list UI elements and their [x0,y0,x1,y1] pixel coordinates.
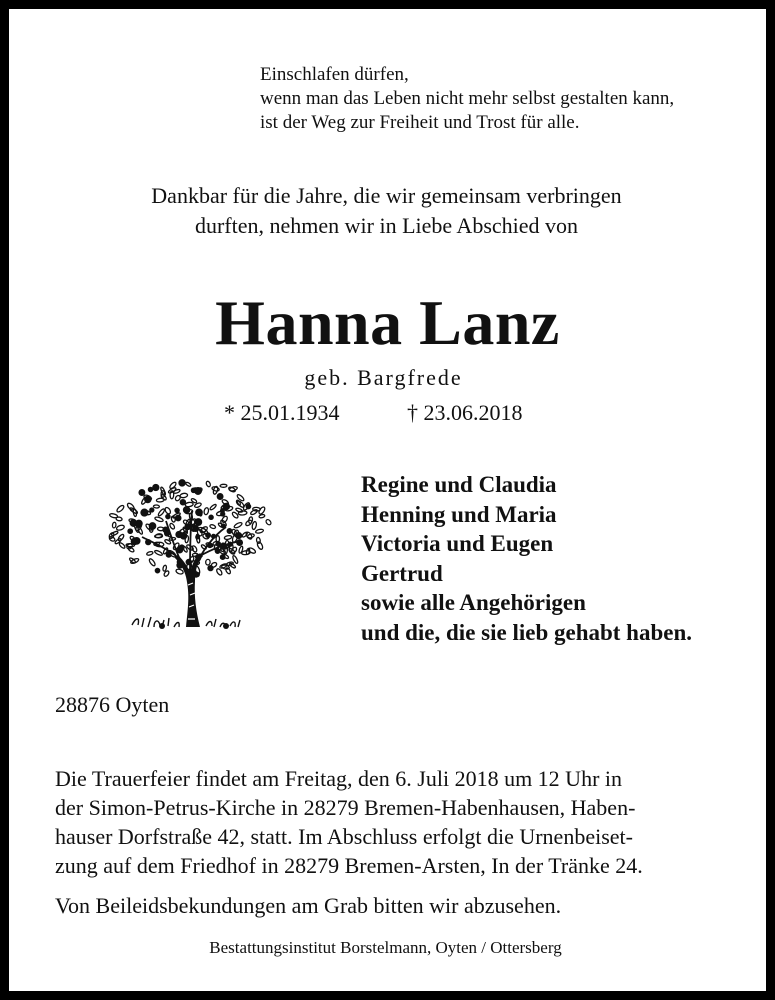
intro-text [9,181,766,241]
condolence-note: Von Beileidsbekundungen am Grab bitten wir abzusehen. [55,893,562,918]
poem [260,63,674,135]
ceremony-line: hauser Dorfstraße 42, statt. Im Abschluss erfolgt die Urnenbeiset- [55,824,633,849]
mourner-line: Henning und Maria [361,501,557,527]
ceremony-line: Die Trauerfeier findet am Freitag, den 6. Juli 2018 um 12 Uhr in [55,766,623,791]
maiden-name: geb. Bargfrede [304,365,463,390]
deceased-name: Hanna Lanz [215,287,560,358]
ceremony-line: zung auf dem Friedhof in 28279 Bremen-Arsten, In der Tränke 24. [55,853,643,878]
ceremony-line: der Simon-Petrus-Kirche in 28279 Bremen-Habenhausen, Haben- [55,795,636,820]
tree-icon [102,477,277,637]
poem-line: ist der Weg zur Freiheit und Trost für alle. [260,112,580,133]
mourner-line: Regine und Claudia [361,472,557,497]
mourners-list [361,470,692,647]
birth-date: * 25.01.1934 [224,400,340,425]
undertaker: Bestattungsinstitut Borstelmann, Oyten / Ottersberg [209,938,562,957]
life-dates [224,399,523,427]
mourner-line: und die, die sie lieb gehabt haben. [361,619,693,645]
mourner-line: Victoria und Eugen [361,531,554,556]
poem-line: wenn man das Leben nicht mehr selbst gestalten kann, [260,88,675,109]
death-date: † 23.06.2018 [407,400,523,425]
mourner-line: sowie alle Angehörigen [361,590,586,615]
intro-line: Dankbar für die Jahre, die wir gemeinsam verbringen [151,183,622,208]
intro-line: durften, nehmen wir in Liebe Abschied von [194,213,579,238]
mourner-line: Gertrud [361,560,443,586]
poem-line: Einschlafen dürfen, [260,64,409,85]
ceremony-text [55,764,739,880]
place: 28876 Oyten [55,692,170,717]
